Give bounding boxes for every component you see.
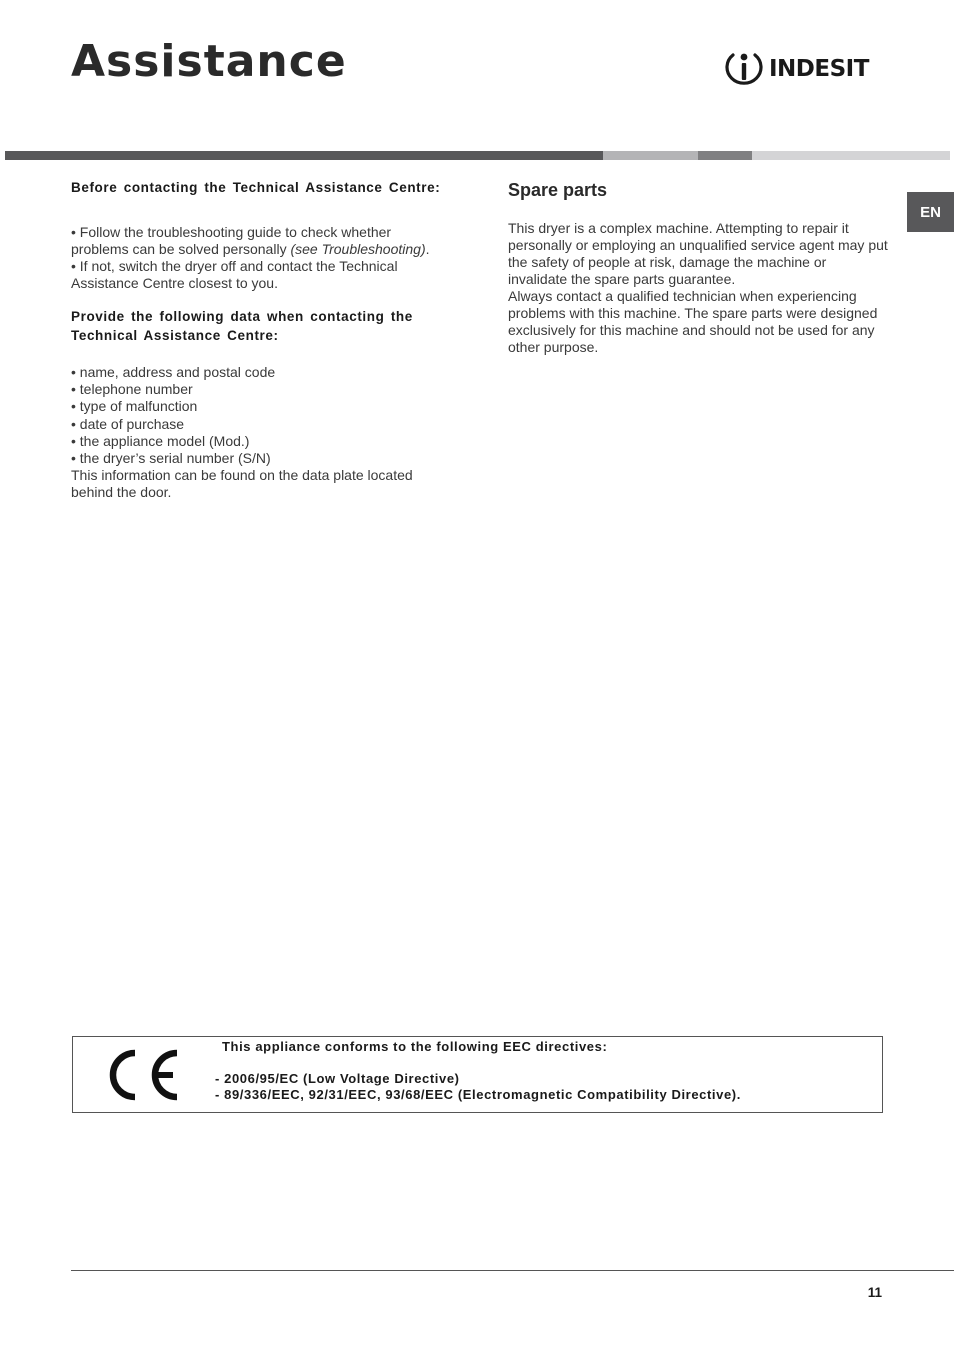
provide-data-heading: Provide the following data when contacting the Technical Assistance Centre: (71, 309, 413, 343)
spare-parts-title: Spare parts (508, 180, 608, 200)
footer-divider (71, 1270, 954, 1271)
indesit-logo (724, 50, 869, 88)
list-item: • the dryer’s serial number (S/N) (71, 450, 271, 467)
directive-emc: - 89/336/EEC, 92/31/EEC, 93/68/EEC (Electromagnetic Compatibility Directive). (215, 1087, 741, 1102)
list-item: • the appliance model (Mod.) (71, 432, 250, 449)
troubleshooting-bullet (71, 224, 446, 258)
page-title: Assistance (71, 36, 347, 87)
ce-intro: This appliance conforms to the following EEC directives: (222, 1039, 608, 1054)
right-column (508, 178, 888, 356)
spare-parts-paragraph-1: This dryer is a complex machine. Attempting to repair it personally or employing an unqualified service agent may put the safety of people at risk, damage the machine or invalidate the spare parts guarantee. (508, 220, 888, 287)
data-plate-note: This information can be found on the data plate located behind the door. (71, 467, 413, 501)
header-divider-mid (698, 151, 752, 160)
directive-low-voltage: - 2006/95/EC (Low Voltage Directive) (215, 1071, 460, 1086)
page-number: 11 (867, 1285, 882, 1300)
required-data-list (71, 364, 446, 467)
language-tab: EN (907, 192, 954, 232)
header-divider-pale (752, 151, 950, 160)
ce-mark-icon (105, 1047, 181, 1103)
ce-conformity-box (72, 1036, 883, 1113)
list-item: • telephone number (71, 381, 193, 398)
contact-centre-bullet: • If not, switch the dryer off and contact the Technical Assistance Centre closest to you. (71, 258, 398, 291)
left-column (71, 178, 446, 501)
list-item: • date of purchase (71, 415, 185, 432)
before-contact-heading: Before contacting the Technical Assistance Centre: (71, 180, 441, 195)
troubleshooting-bullet-end: . (425, 241, 430, 257)
list-item: • name, address and postal code (71, 364, 276, 380)
troubleshooting-reference: (see Troubleshooting) (290, 241, 426, 257)
ce-directives-text (215, 1039, 741, 1103)
header-divider-light (603, 151, 698, 160)
header-divider-dark (5, 151, 603, 160)
spare-parts-paragraph-2: Always contact a qualified technician when experiencing problems with this machine. The spare parts were designed exclusively for this machine and should not be used for any other purpose. (508, 288, 878, 355)
brand-name: INDESIT (769, 55, 869, 82)
indesit-logo-icon (724, 50, 764, 88)
troubleshooting-bullet-text: • Follow the troubleshooting guide to check whether problems can be solved personally (71, 224, 392, 257)
list-item: • type of malfunction (71, 398, 198, 415)
